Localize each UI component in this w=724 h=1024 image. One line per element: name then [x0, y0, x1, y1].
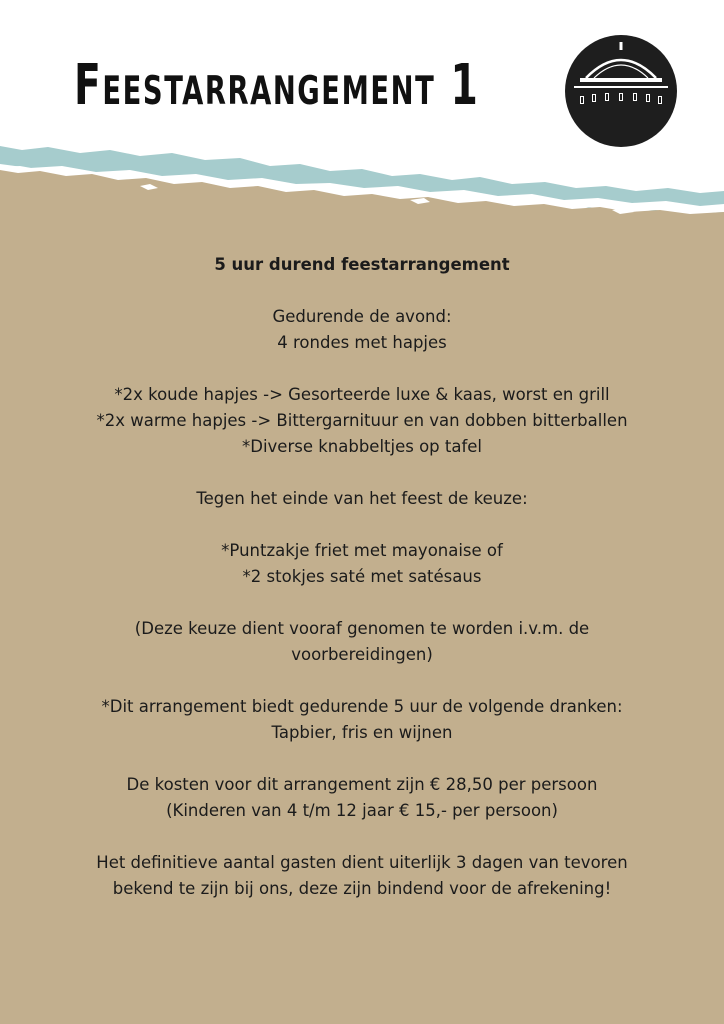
costs-text: (Kinderen van 4 t/m 12 jaar € 15,- per persoon)	[166, 801, 558, 820]
guests-text: bekend te zijn bij ons, deze zijn bindend voor de afrekening!	[112, 879, 612, 898]
choice-intro: Tegen het einde van het feest de keuze:	[196, 489, 528, 508]
page-title: Feestarrangement 1	[74, 53, 480, 118]
arrangement-content	[40, 252, 684, 902]
choice-item: *2 stokjes saté met satésaus	[242, 567, 482, 586]
drinks-text: Tapbier, fris en wijnen	[271, 723, 453, 742]
building-logo-icon	[564, 34, 678, 148]
choice-note: voorbereidingen)	[291, 645, 433, 664]
choice-item: *Puntzakje friet met mayonaise of	[221, 541, 503, 560]
list-item: *Diverse knabbeltjes op tafel	[241, 437, 483, 456]
rounds-text: 4 rondes met hapjes	[277, 333, 447, 352]
list-item: *2x warme hapjes -> Bittergarnituur en van dobben bitterballen	[96, 411, 628, 430]
evening-intro: Gedurende de avond:	[272, 307, 452, 326]
arrangement-heading: 5 uur durend feestarrangement	[214, 255, 510, 274]
choice-note: (Deze keuze dient vooraf genomen te worden i.v.m. de	[134, 619, 590, 638]
costs-text: De kosten voor dit arrangement zijn € 28,50 per persoon	[126, 775, 598, 794]
guests-text: Het definitieve aantal gasten dient uiterlijk 3 dagen van tevoren	[96, 853, 628, 872]
list-item: *2x koude hapjes -> Gesorteerde luxe & kaas, worst en grill	[114, 385, 610, 404]
drinks-text: *Dit arrangement biedt gedurende 5 uur de volgende dranken:	[101, 697, 623, 716]
